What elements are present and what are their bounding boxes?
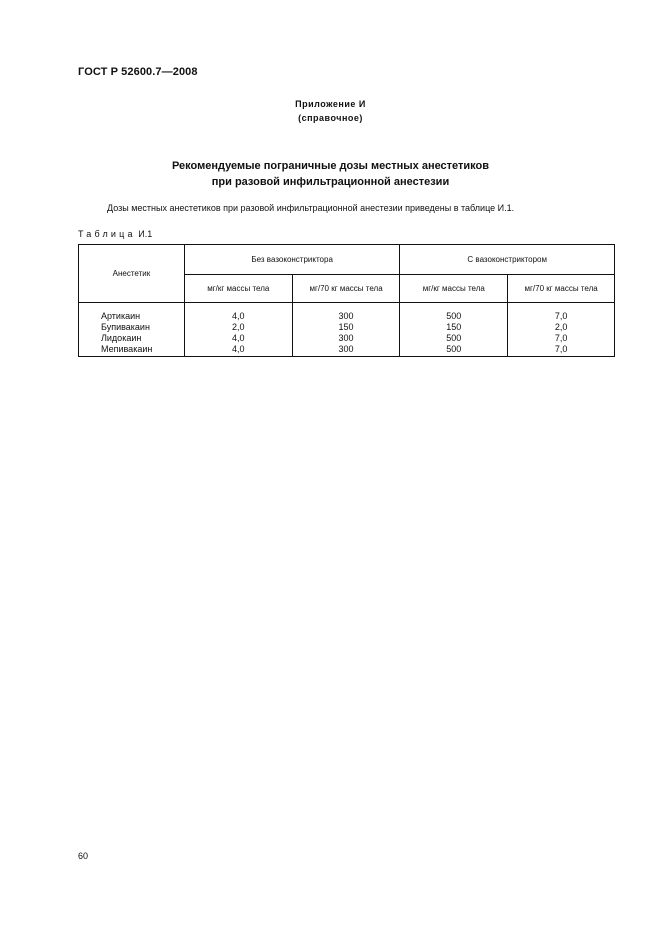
- table-cell: 500: [400, 303, 508, 323]
- intro-paragraph: Дозы местных анестетиков при разовой инфильтрационной анестезии приведены в таблице И.1.: [107, 203, 515, 213]
- table-row: [79, 333, 615, 344]
- cell-anesthetic-name: Мепивакаин: [79, 344, 185, 357]
- header-anesthetic: Анестетик: [79, 245, 185, 303]
- table-row: [79, 303, 615, 323]
- table-cell: 300: [292, 344, 400, 357]
- table-cell: 500: [400, 344, 508, 357]
- header-group-with-vasoconstrictor: С вазоконстриктором: [400, 245, 615, 275]
- appendix-type: (справочное): [298, 113, 363, 123]
- appendix-heading: [0, 97, 661, 125]
- table-row: [79, 322, 615, 333]
- table-caption: [78, 229, 152, 239]
- table-cell: 7,0: [508, 344, 615, 357]
- table-cell: 150: [292, 322, 400, 333]
- document-code: ГОСТ Р 52600.7—2008: [78, 66, 198, 78]
- anesthetic-dose-table: [78, 244, 615, 357]
- table-cell: 4,0: [184, 344, 292, 357]
- table-cell: 150: [400, 322, 508, 333]
- subheader-mg-per-70kg: мг/70 кг массы тела: [508, 275, 615, 303]
- table-cell: 300: [292, 303, 400, 323]
- cell-anesthetic-name: Лидокаин: [79, 333, 185, 344]
- header-group-without-vasoconstrictor: Без вазоконстриктора: [184, 245, 400, 275]
- table-cell: 2,0: [508, 322, 615, 333]
- page-number: 60: [78, 851, 89, 861]
- table-caption-word: Таблица: [78, 229, 136, 239]
- section-title-line-2: при разовой инфильтрационной анестезии: [211, 176, 450, 188]
- table-cell: 4,0: [184, 333, 292, 344]
- table-cell: 4,0: [184, 303, 292, 323]
- cell-anesthetic-name: Артикаин: [79, 303, 185, 323]
- table-cell: 7,0: [508, 333, 615, 344]
- section-title: [0, 158, 661, 190]
- subheader-mg-per-kg: мг/кг массы тела: [184, 275, 292, 303]
- table-cell: 7,0: [508, 303, 615, 323]
- table-cell: 2,0: [184, 322, 292, 333]
- table-caption-number: И.1: [138, 229, 153, 239]
- table-row: [79, 344, 615, 357]
- cell-anesthetic-name: Бупивакаин: [79, 322, 185, 333]
- table-cell: 300: [292, 333, 400, 344]
- subheader-mg-per-70kg: мг/70 кг массы тела: [292, 275, 400, 303]
- appendix-title: Приложение И: [295, 99, 366, 109]
- subheader-mg-per-kg: мг/кг массы тела: [400, 275, 508, 303]
- table-cell: 500: [400, 333, 508, 344]
- section-title-line-1: Рекомендуемые пограничные дозы местных анестетиков: [171, 160, 490, 172]
